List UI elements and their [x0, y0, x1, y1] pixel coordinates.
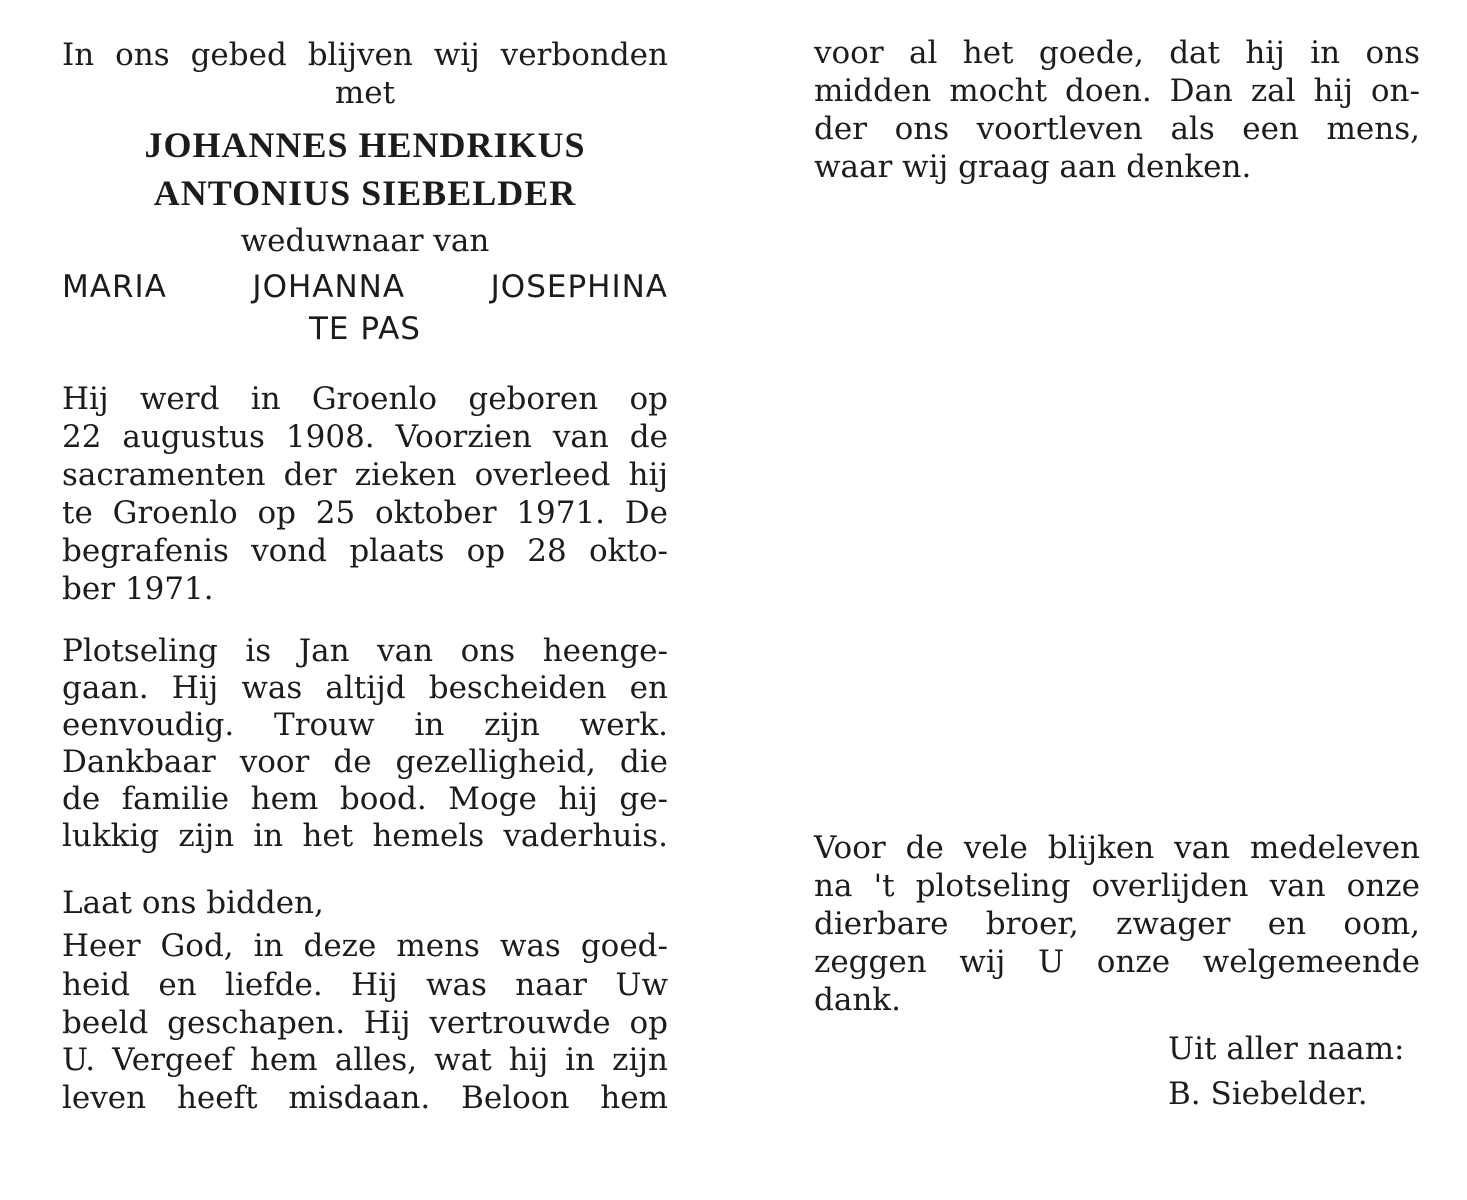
- biography-line: begrafenis vond plaats op 28 okto-: [62, 533, 668, 569]
- thanks-line: dierbare broer, zwager en oom,: [814, 906, 1420, 942]
- biography-line: 22 augustus 1908. Voorzien van de: [62, 419, 668, 455]
- prayer-line: Heer God, in deze mens was goed-: [62, 928, 668, 964]
- biography-line: te Groenlo op 25 oktober 1971. De: [62, 495, 668, 531]
- biography-line: ber 1971.: [62, 571, 214, 607]
- intro-line: In ons gebed blijven wij verbonden: [62, 37, 668, 73]
- prayer-line: U. Vergeef hem alles, wat hij in zijn: [62, 1042, 668, 1078]
- biography-line: Hij werd in Groenlo geboren op: [62, 381, 668, 417]
- signature-name: B. Siebelder.: [1168, 1076, 1368, 1112]
- thanks-line: zeggen wij U onze welgemeende: [814, 944, 1420, 980]
- prayer-continued-line: waar wij graag aan denken.: [814, 149, 1252, 185]
- signature-line: Uit aller naam:: [1168, 1031, 1405, 1067]
- deceased-name-line: ANTONIUS SIEBELDER: [153, 173, 577, 213]
- remembrance-line: Dankbaar voor de gezelligheid, die: [62, 744, 668, 780]
- prayer-line: beeld geschapen. Hij vertrouwde op: [62, 1005, 668, 1041]
- remembrance-line: de familie hem bood. Moge hij ge-: [62, 781, 668, 817]
- thanks-line: Voor de vele blijken van medeleven: [814, 830, 1420, 866]
- prayer-heading: Laat ons bidden,: [62, 885, 324, 921]
- intro-line: met: [334, 75, 396, 111]
- spouse-name-line: MARIA JOHANNA JOSEPHINA: [62, 269, 668, 305]
- thanks-line: na 't plotseling overlijden van onze: [814, 868, 1420, 904]
- deceased-name-line: JOHANNES HENDRIKUS: [144, 125, 586, 165]
- prayer-continued-line: midden mocht doen. Dan zal hij on-: [814, 73, 1420, 109]
- remembrance-line: gaan. Hij was altijd bescheiden en: [62, 670, 668, 706]
- prayer-line: heid en liefde. Hij was naar Uw: [62, 967, 668, 1003]
- prayer-line: leven heeft misdaan. Beloon hem: [62, 1080, 668, 1116]
- prayer-continued-line: voor al het goede, dat hij in ons: [814, 35, 1420, 71]
- remembrance-line: lukkig zijn in het hemels vaderhuis.: [62, 818, 668, 854]
- remembrance-line: eenvoudig. Trouw in zijn werk.: [62, 707, 668, 743]
- biography-line: sacramenten der zieken overleed hij: [62, 457, 668, 493]
- spouse-name-line: TE PAS: [309, 311, 421, 347]
- relation-text: weduwnaar van: [240, 223, 490, 259]
- prayer-continued-line: der ons voortleven als een mens,: [814, 111, 1420, 147]
- thanks-line: dank.: [814, 982, 901, 1018]
- remembrance-line: Plotseling is Jan van ons heenge-: [62, 633, 668, 669]
